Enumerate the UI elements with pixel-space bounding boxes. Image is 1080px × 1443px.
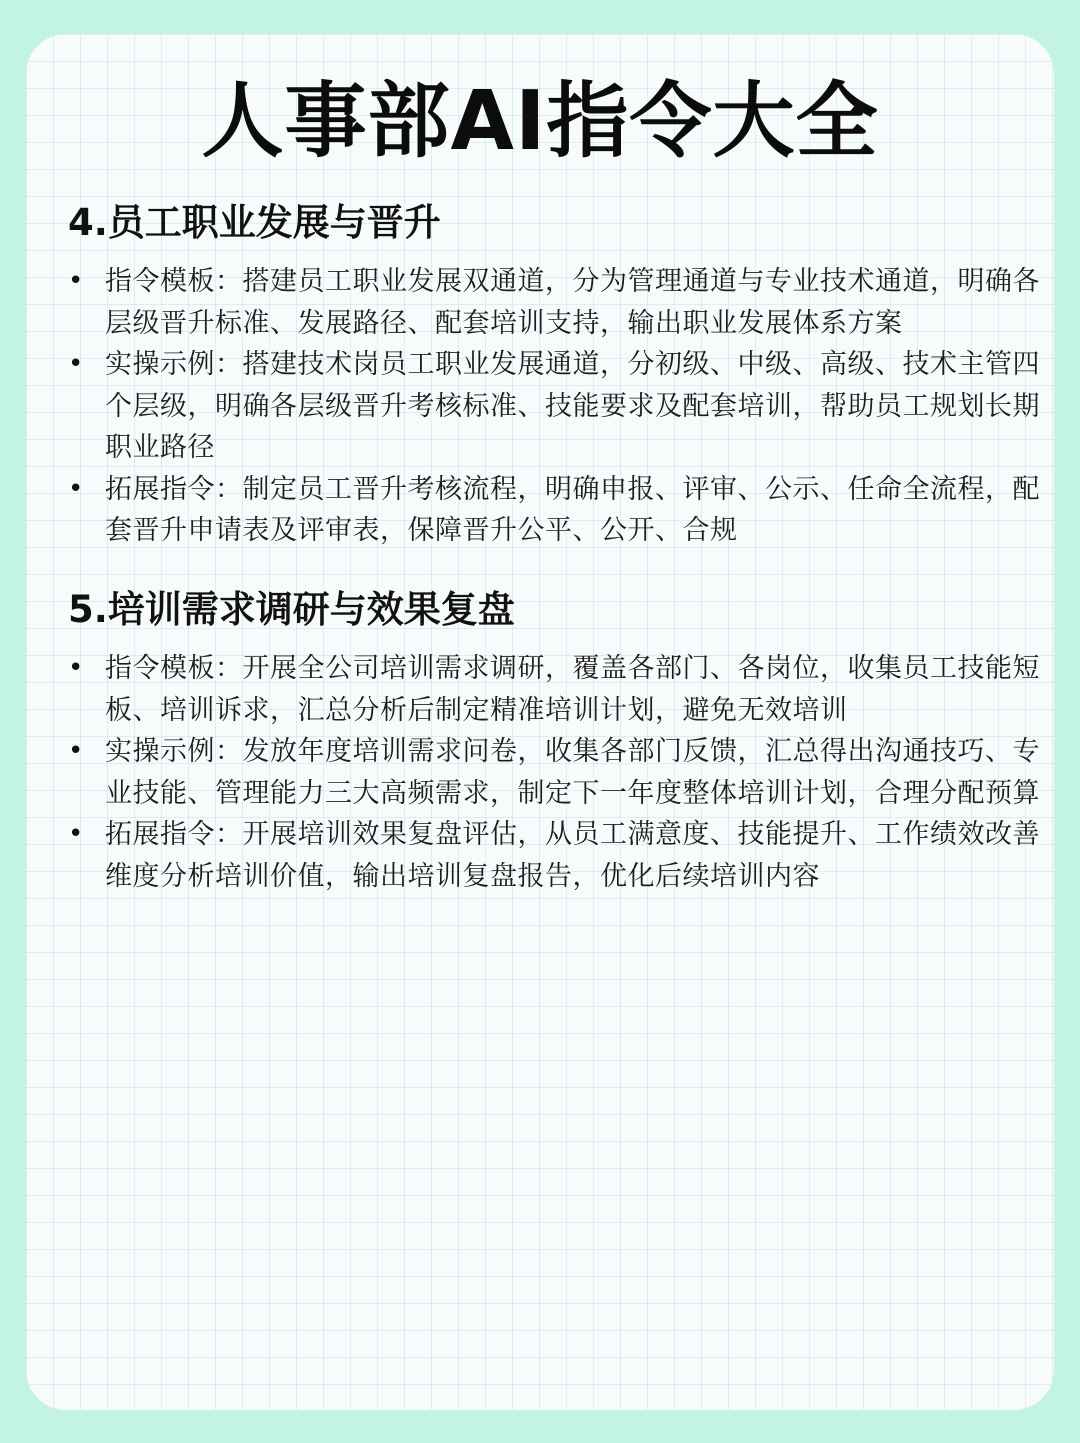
list-item-text: 实操示例：发放年度培训需求问卷，收集各部门反馈，汇总得出沟通技巧、专业技能、管理能力三大高频需求，制定下一年度整体培训计划，合理分配预算 [105, 736, 1040, 809]
list-item [68, 261, 1044, 344]
list-item-text: 拓展指令：制定员工晋升考核流程，明确申报、评审、公示、任命全流程，配套晋升申请表及评审表，保障晋升公平、公开、合规 [105, 473, 1040, 546]
content-card [26, 34, 1054, 1410]
section-heading: 5.培训需求调研与效果复盘 [68, 588, 515, 631]
list-item [68, 469, 1044, 552]
bullet-list [68, 261, 1044, 552]
section-training-needs [68, 586, 1054, 897]
list-item-text: 指令模板：开展全公司培训需求调研，覆盖各部门、各岗位，收集员工技能短板、培训诉求，汇总分析后制定精准培训计划，避免无效培训 [105, 653, 1040, 726]
list-item-text: 拓展指令：开展培训效果复盘评估，从员工满意度、技能提升、工作绩效改善维度分析培训价值，输出培训复盘报告，优化后续培训内容 [105, 819, 1040, 892]
bullet-icon: • [68, 653, 84, 683]
section-heading: 4.员工职业发展与晋升 [68, 201, 441, 244]
bullet-icon: • [68, 819, 84, 849]
list-item [68, 731, 1054, 814]
bullet-icon: • [68, 266, 84, 296]
list-item-text: 实操示例：搭建技术岗员工职业发展通道，分初级、中级、高级、技术主管四个层级，明确各层级晋升考核标准、技能要求及配套培训，帮助员工规划长期职业路径 [105, 349, 1040, 463]
list-item-text: 指令模板：搭建员工职业发展双通道，分为管理通道与专业技术通道，明确各层级晋升标准、发展路径、配套培训支持，输出职业发展体系方案 [105, 266, 1040, 339]
list-item [68, 648, 1054, 731]
list-item [68, 344, 1044, 469]
bullet-list [68, 648, 1054, 897]
bullet-icon: • [68, 473, 84, 504]
section-career-development [68, 199, 1040, 552]
page-title: 人事部AI指令大全 [201, 74, 879, 169]
bullet-icon: • [68, 736, 84, 766]
list-item [68, 814, 1054, 897]
bullet-icon: • [68, 349, 84, 379]
